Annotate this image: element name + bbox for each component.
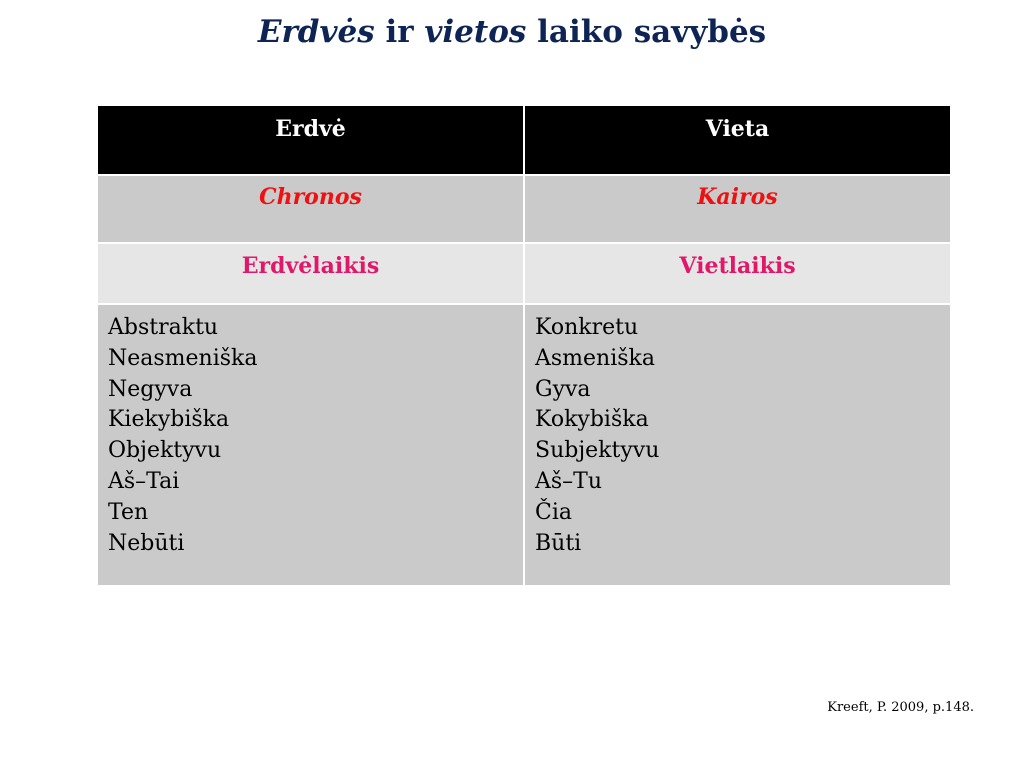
cell-chronos: Chronos [97,175,524,243]
list-item: Kokybiška [535,407,649,433]
list-item: Negyva [108,376,193,402]
list-item: Asmeniška [535,345,656,371]
table-row-spacetime [97,243,951,304]
list-item: Nebūti [108,530,185,556]
title-rest: laiko savybės [526,14,767,50]
erdve-property-list [108,313,523,559]
list-item: Gyva [535,376,591,402]
slide-title [0,10,1024,54]
title-word-vietos: vietos [424,14,527,50]
title-word-erdves: Erdvės [257,14,375,50]
list-item: Konkretu [535,315,639,340]
header-erdve: Erdvė [97,105,524,175]
title-word-ir: ir [374,14,425,50]
list-item: Čia [535,499,572,525]
list-item: Būti [535,530,582,556]
list-item: Objektyvu [108,438,222,464]
list-item: Ten [108,499,149,525]
cell-erdvelaikis: Erdvėlaikis [97,243,524,304]
list-item: Aš–Tai [108,468,180,494]
comparison-table [96,104,952,587]
cell-vietlaikis: Vietlaikis [524,243,951,304]
list-item: Subjektyvu [535,438,660,464]
header-vieta: Vieta [524,105,951,175]
list-item: Kiekybiška [108,407,230,433]
list-item: Abstraktu [108,315,219,340]
vieta-property-list [535,313,950,559]
cell-kairos: Kairos [524,175,951,243]
list-item: Neasmeniška [108,345,258,371]
cell-erdve-properties [97,304,524,586]
cell-vieta-properties [524,304,951,586]
table-row-time [97,175,951,243]
table-header-row [97,105,951,175]
citation: Kreeft, P. 2009, p.148. [827,700,974,715]
list-item: Aš–Tu [535,468,603,494]
table-row-properties [97,304,951,586]
